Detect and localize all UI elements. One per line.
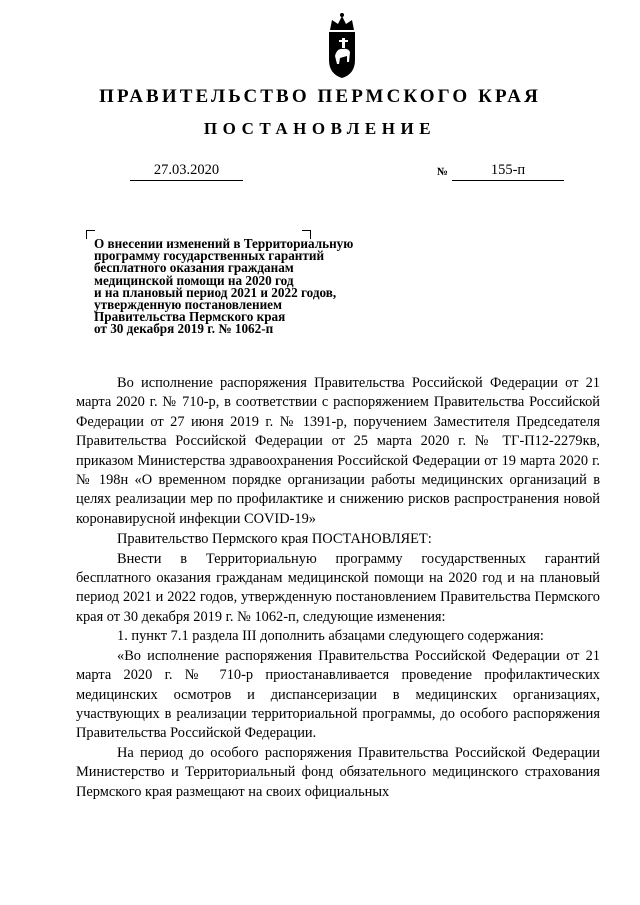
document-number: 155-п [452, 161, 564, 181]
document-body [76, 374, 600, 802]
body-paragraph: Правительство Пермского края ПОСТАНОВЛЯЕТ: [117, 531, 432, 548]
subject-line: от 30 декабря 2019 г. № 1062-п [94, 321, 274, 337]
document-subject [94, 238, 424, 336]
body-paragraph: Во исполнение распоряжения Правительства Российской Федерации от 21 марта 2020 г. № 710-р, в соответствии с распоряжением Правительства Российской Федерации от 27 июня 2019 г. № 1391-р, поручением Заместителя Председателя Правительства Российской Федерации от 25 марта 2020 г. № ТГ-П12-2279кв, приказом Министерства здравоохранения Российской Федерации от 19 марта 2020 г. № 198н «О временном порядке организации работы медицинских организаций в целях реализации мер по профилактике и снижению рисков распространения новой коронавирусной инфекции COVID-19» [76, 375, 600, 527]
body-paragraph: «Во исполнение распоряжения Правительства Российской Федерации от 21 марта 2020 г. № 710-р приостанавливается проведение профилактических медицинских осмотров и диспансеризации в медицинских организациях, участвующих в реализации территориальной программы, до особого распоряжения Правительства Российской Федерации. [76, 647, 600, 742]
body-paragraph: Внести в Территориальную программу государственных гарантий бесплатного оказания гражданам медицинской помощи на 2020 год и на плановый период 2021 и 2022 годов, утвержденную постановлением Правительства Пермского края от 30 декабря 2019 г. № 1062-п, следующие изменения: [76, 550, 600, 625]
subject-line: программу государственных гарантий [94, 248, 325, 264]
body-paragraph: На период до особого распоряжения Правительства Российской Федерации Министерство и Территориальный фонд обязательного медицинского страхования Пермского края размещают на своих официальных [76, 744, 600, 800]
subject-line: бесплатного оказания гражданам [94, 260, 294, 276]
subject-line: утвержденную постановлением [94, 297, 283, 313]
number-sign: № [437, 166, 449, 178]
subject-line: и на плановый период 2021 и 2022 годов, [94, 284, 337, 300]
subject-line: Правительства Пермского края [94, 309, 286, 325]
subject-line: О внесении изменений в Территориальную [94, 236, 354, 251]
organization-title: ПРАВИТЕЛЬСТВО ПЕРМСКОГО КРАЯ [99, 86, 541, 107]
document-type: ПОСТАНОВЛЕНИЕ [203, 119, 437, 138]
perm-krai-coat-of-arms-icon [322, 10, 362, 80]
subject-line: медицинской помощи на 2020 год [94, 272, 294, 288]
document-date: 27.03.2020 [130, 161, 243, 181]
body-paragraph: 1. пункт 7.1 раздела III дополнить абзацами следующего содержания: [117, 628, 544, 645]
